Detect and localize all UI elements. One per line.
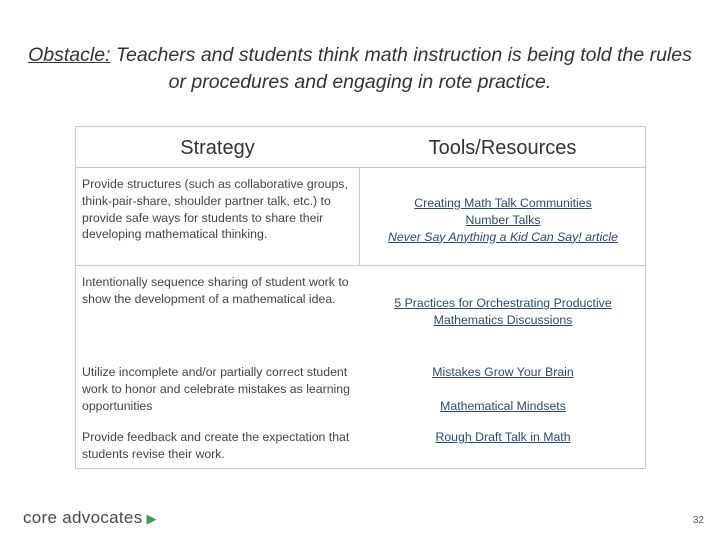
strategy-table (75, 126, 646, 469)
strategy-text: Utilize incomplete and/or partially correct student work to honor and celebrate mistakes as learning opportunities (82, 365, 350, 413)
tools-cell (363, 364, 643, 415)
strategy-column-header: Strategy (180, 137, 255, 159)
link-mathematical-mindsets[interactable]: Mathematical Mindsets (440, 398, 566, 413)
play-arrow-icon: ▶ (146, 511, 157, 526)
tools-column-header: Tools/Resources (428, 137, 577, 159)
strategy-text: Intentionally sequence sharing of student work to show the development of a mathematical idea. (82, 275, 349, 306)
link-mathematics-discussions[interactable]: Mathematics Discussions (433, 312, 573, 327)
tools-cell (363, 295, 643, 329)
strategy-text: Provide structures (such as collaborative groups, think-pair-share, shoulder partner talk, etc.) to provide safe ways for students to share their developing mathematical thinking. (82, 177, 348, 242)
link-creating-math-talk-communities[interactable]: Creating Math Talk Communities (414, 196, 592, 210)
heading-lead: Obstacle: (28, 44, 111, 66)
table-header (76, 127, 645, 168)
table-row (76, 266, 645, 346)
link-5-practices[interactable]: 5 Practices for Orchestrating Productive (394, 296, 612, 310)
page-number: 32 (692, 515, 704, 526)
tools-cell (363, 195, 643, 245)
logo-text: core advocates (23, 508, 143, 527)
table-row (76, 357, 645, 427)
link-rough-draft-talk[interactable]: Rough Draft Talk in Math (435, 430, 571, 444)
link-never-say-anything-article[interactable]: Never Say Anything a Kid Can Say! article (388, 229, 618, 244)
tools-cell (363, 429, 643, 446)
strategy-text: Provide feedback and create the expectation that students revise their work. (82, 430, 350, 461)
slide-heading (20, 42, 700, 96)
table-row (76, 167, 645, 266)
link-mistakes-grow-your-brain[interactable]: Mistakes Grow Your Brain (432, 365, 574, 379)
table-row (76, 427, 645, 469)
heading-text: Teachers and students think math instruction is being told the rules or procedures and engaging in rote practice. (110, 44, 692, 93)
core-advocates-logo (23, 508, 157, 528)
link-number-talks[interactable]: Number Talks (465, 212, 541, 227)
